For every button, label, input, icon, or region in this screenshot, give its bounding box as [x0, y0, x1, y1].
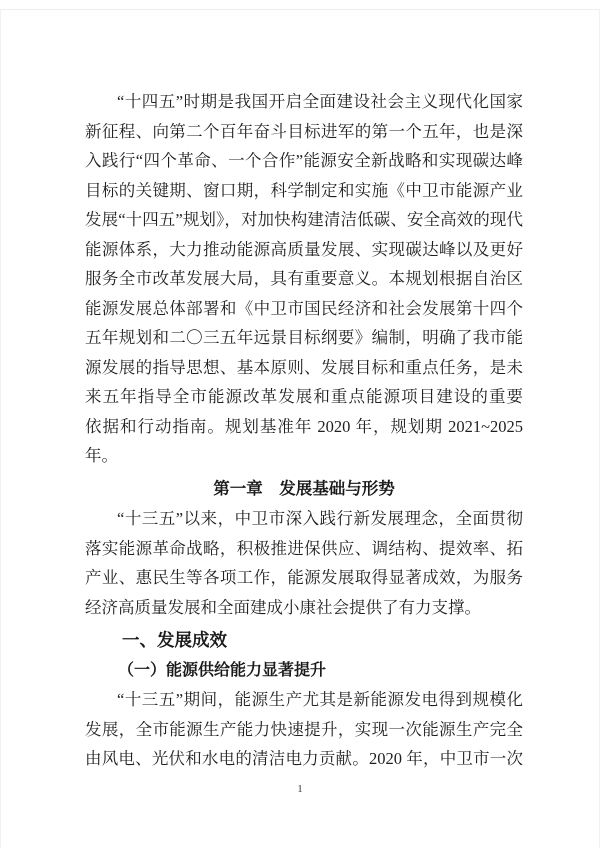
text-line: 能源发展总体部署和《中卫市国民经济和社会发展第十四个: [85, 298, 523, 318]
text-line: 能源体系，大力推动能源高质量发展、实现碳达峰以及更好: [85, 239, 523, 259]
text-line: 来五年指导全市能源改革发展和重点能源项目建设的重要: [85, 387, 523, 406]
paragraph-intro: [85, 87, 523, 471]
page-top-edge: [0, 9, 600, 10]
text-line: 经济高质量发展和全面建成小康社会提供了有力支撑。: [85, 597, 481, 617]
page-left-edge: [0, 9, 1, 848]
text-line: 年。: [85, 446, 118, 465]
text-line: 依据和行动指南。规划基准年 2020 年，规划期 2021~2025: [85, 416, 523, 436]
text-line: 发展，全市能源生产能力快速提升，实现一次能源生产完全: [85, 719, 523, 739]
subsection-heading: （一）能源供给能力显著提升: [118, 661, 327, 679]
text-line: “十三五”以来，中卫市深入践行新发展理念，全面贯彻: [117, 509, 523, 528]
page-number: 1: [297, 783, 303, 795]
text-line: “十三五”期间，能源生产尤其是新能源发电得到规模化: [117, 690, 523, 709]
text-line: 新征程、向第二个百年奋斗目标进军的第一个五年，也是深: [85, 121, 523, 141]
text-line: “十四五”时期是我国开启全面建设社会主义现代化国家: [117, 92, 523, 111]
text-line: 发展“十四五”规划》，对加快构建清洁低碳、安全高效的现代: [85, 210, 523, 229]
text-line: 入践行“四个革命、一个合作”能源安全新战略和实现碳达峰: [85, 151, 523, 170]
text-line: 落实能源革命战略，积极推进保供应、调结构、提效率、拓: [85, 538, 523, 558]
paragraph-chapter-intro: [85, 504, 523, 622]
text-line: 产业、惠民生等各项工作，能源发展取得显著成效，为服务: [85, 568, 523, 587]
document-body: [85, 87, 523, 774]
section-heading: 一、发展成效: [122, 630, 227, 650]
text-line: 服务全市改革发展大局，具有重要意义。本规划根据自治区: [85, 269, 523, 288]
text-line: 源发展的指导思想、基本原则、发展目标和重点任务，是未: [85, 357, 523, 377]
text-line: 由风电、光伏和水电的清洁电力贡献。2020 年，中卫市一次: [85, 749, 523, 768]
paragraph-supply: [85, 685, 523, 774]
text-line: 五年规划和二〇三五年远景目标纲要》编制，明确了我市能: [85, 328, 523, 347]
text-line: 目标的关键期、窗口期，科学制定和实施《中卫市能源产业: [85, 180, 523, 200]
chapter-heading: 第一章 发展基础与形势: [213, 479, 395, 498]
